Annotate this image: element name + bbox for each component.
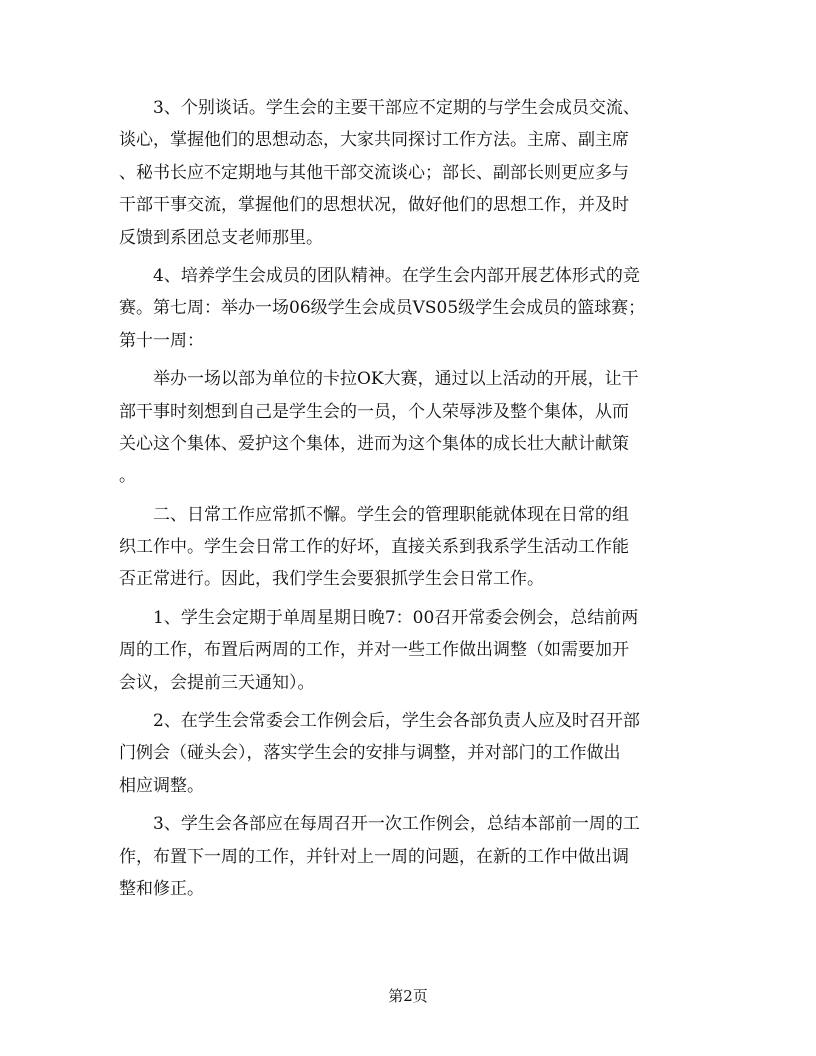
- text-line: 赛。第七周：举办一场06级学生会成员VS05级学生会成员的篮球赛；: [119, 298, 646, 319]
- text-line: 谈心，掌握他们的思想动态，大家共同探讨工作方法。主席、副主席: [119, 130, 629, 151]
- text-line: 。: [119, 466, 136, 487]
- text-line: 1、学生会定期于单周星期日晚7：00召开常委会例会，总结前两: [119, 607, 639, 628]
- text-line: 部干事时刻想到自己是学生会的一员，个人荣辱涉及整个集体，从而: [119, 401, 629, 422]
- text-line: 门例会（碰头会），落实学生会的安排与调整，并对部门的工作做出: [119, 743, 621, 764]
- text-line: 2、在学生会常委会工作例会后，学生会各部负责人应及时召开部: [119, 711, 640, 732]
- document-body: [119, 92, 697, 905]
- text-line: 织工作中。学生会日常工作的好坏，直接关系到我系学生活动工作能: [119, 537, 629, 558]
- text-line: 3、学生会各部应在每周召开一次工作例会，总结本部前一周的工: [119, 814, 640, 835]
- paragraph-weekly-meeting: [119, 808, 697, 905]
- text-line: 相应调整。: [119, 775, 204, 796]
- text-line: 第十一周：: [119, 330, 204, 351]
- text-line: 、秘书长应不定期地与其他干部交流谈心；部长、副部长则更应多与: [119, 162, 629, 183]
- paragraph-individual-talks: [119, 92, 697, 254]
- text-line: 周的工作，布置后两周的工作，并对一些工作做出调整（如需要加开: [119, 640, 629, 661]
- text-line: 整和修正。: [119, 878, 204, 899]
- paragraph-daily-work: [119, 499, 697, 596]
- text-line: 反馈到系团总支老师那里。: [119, 227, 323, 248]
- text-line: 二、日常工作应常抓不懈。学生会的管理职能就体现在日常的组: [119, 504, 629, 525]
- paragraph-team-spirit: [119, 260, 697, 357]
- paragraph-karaoke-contest: [119, 363, 697, 493]
- text-line: 4、培养学生会成员的团队精神。在学生会内部开展艺体形式的竞: [119, 265, 640, 286]
- paragraph-department-meeting: [119, 705, 697, 802]
- paragraph-standing-committee-meeting: [119, 602, 697, 699]
- text-line: 否正常进行。因此，我们学生会要狠抓学生会日常工作。: [119, 569, 544, 590]
- text-line: 关心这个集体、爱护这个集体，进而为这个集体的成长壮大献计献策: [119, 433, 629, 454]
- text-line: 作，布置下一周的工作，并针对上一周的问题，在新的工作中做出调: [119, 846, 629, 867]
- text-line: 举办一场以部为单位的卡拉OK大赛，通过以上活动的开展，让干: [119, 369, 639, 390]
- text-line: 3、个别谈话。学生会的主要干部应不定期的与学生会成员交流、: [119, 98, 640, 118]
- text-line: 会议，会提前三天通知）。: [119, 672, 315, 693]
- page-number: 第2页: [388, 987, 428, 1005]
- text-line: 干部干事交流，掌握他们的思想状况，做好他们的思想工作，并及时: [119, 195, 629, 216]
